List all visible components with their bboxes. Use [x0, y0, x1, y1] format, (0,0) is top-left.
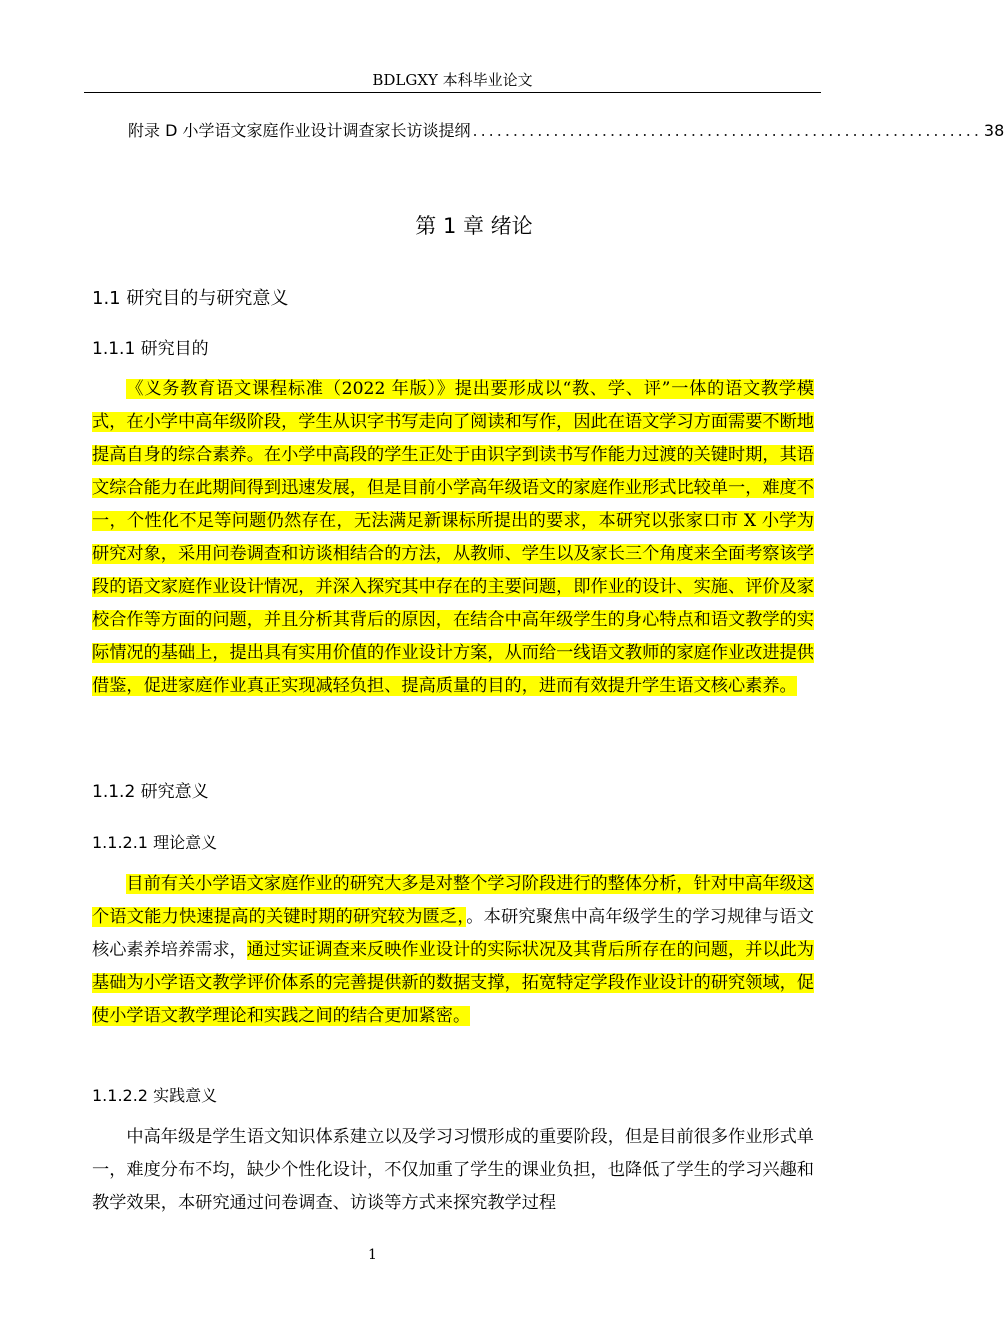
section-heading-1-1-2-1: 1.1.2.1 理论意义 — [92, 833, 218, 852]
page-number: 1 — [368, 1247, 377, 1263]
plain-text: 。本研究聚焦中高年级学生的学习规律与语文核心素养培养需求， — [92, 907, 814, 960]
toc-entry-appendix-d[interactable] — [128, 118, 1004, 144]
section-heading-1-1-1: 1.1.1 研究目的 — [92, 339, 209, 359]
highlighted-text: 目前有关小学语文家庭作业的研究大多是对整个学习阶段进行的整体分析，针对中高年级这个语文能力快速提高的关键时期的研究较为匮乏， — [92, 874, 814, 927]
section-heading-1-1-2-2: 1.1.2.2 实践意义 — [92, 1086, 218, 1105]
running-header: BDLGXY 本科毕业论文 — [372, 71, 533, 89]
paragraph-research-purpose — [92, 373, 814, 703]
toc-entry-page: 38 — [983, 121, 1004, 140]
toc-leader-dots: ............................................................... — [472, 121, 982, 140]
paragraph-practical-significance — [92, 1121, 814, 1220]
highlighted-text: 通过实证调查来反映作业设计的实际状况及其背后所存在的问题，并以此为基础为小学语文教学评价体系的完善提供新的数据支撑，拓宽特定学段作业设计的研究领域，促使小学语文教学理论和实践之间的结合更加紧密。 — [92, 940, 814, 1026]
toc-entry-label: 附录 D 小学语文家庭作业设计调查家长访谈提纲 — [128, 121, 471, 140]
header-rule — [84, 92, 821, 93]
highlighted-text: 《义务教育语文课程标准（2022 年版）》提出要形成以“教、学、评”一体的语文教学模式，在小学中高年级阶段，学生从识字书写走向了阅读和写作，因此在语文学习方面需要不断地提高自身的综合素养。在小学中高段的学生正处于由识字到读书写作能力过渡的关键时期，其语文综合能力在此期间得到迅速发展，但是目前小学高年级语文的家庭作业形式比较单一，难度不一，个性化不足等问题仍然存在，无法满足新课标所提出的要求，本研究以张家口市 X 小学为研究对象，采用问卷调查和访谈相结合的方法，从教师、学生以及家长三个角度来全面考察该学段的语文家庭作业设计情况，并深入探究其中存在的主要问题，即作业的设计、实施、评价及家校合作等方面的问题，并且分析其背后的原因，在结合中高年级学生的身心特点和语文教学的实际情况的基础上，提出具有实用价值的作业设计方案，从而给一线语文教师的家庭作业改进提供借鉴，促进家庭作业真正实现减轻负担、提高质量的目的，进而有效提升学生语文核心素养。 — [92, 379, 814, 696]
section-heading-1-1: 1.1 研究目的与研究意义 — [92, 288, 289, 309]
plain-text: 中高年级是学生语文知识体系建立以及学习习惯形成的重要阶段，但是目前很多作业形式单一，难度分布不均，缺少个性化设计，不仅加重了学生的课业负担，也降低了学生的学习兴趣和教学效果，本研究通过问卷调查、访谈等方式来探究教学过程 — [92, 1127, 814, 1213]
paragraph-theoretical-significance — [92, 868, 814, 1033]
section-heading-1-1-2: 1.1.2 研究意义 — [92, 782, 209, 802]
chapter-title: 第 1 章 绪论 — [415, 214, 533, 238]
